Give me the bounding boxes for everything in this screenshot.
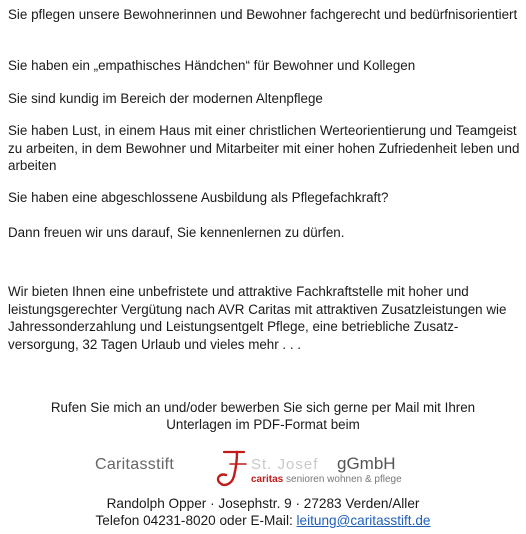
phone-text: Telefon 04231-8020 oder E-Mail: <box>95 513 297 528</box>
logo-saint-text: St. Josef <box>251 456 319 473</box>
contact-address: Randolph Opper · Josephstr. 9 · 27283 Verden/Aller <box>106 496 420 511</box>
logo-mark-icon <box>210 446 254 490</box>
logo-left-text: Caritasstift <box>95 456 175 473</box>
closing-line: Dann freuen wir uns darauf, Sie kennenlernen zu dürfen. <box>8 225 345 240</box>
logo-subtitle: caritas senioren wohnen & pflege <box>251 474 402 485</box>
requirement-5: Sie haben eine abgeschlossene Ausbildung als Pflegefachkraft? <box>8 190 389 205</box>
offer-paragraph: Wir bieten Ihnen eine unbefristete und attraktive Fachkraftstelle mit hoher und leistungsgerechter Vergütung nach AVR Caritas mit attraktiven Zusatzleistungen wie Jahressonderzahlung und Leistungsentgelt Pflege, eine betriebliche Zusatz-versorgung, 32 Tagen Urlaub und vieles mehr . . . <box>8 284 507 352</box>
cta-line-1: Rufen Sie mich an und/oder bewerben Sie sich gerne per Mail mit Ihren <box>50 400 476 415</box>
caritas-logo <box>0 446 526 490</box>
requirement-4: Sie haben Lust, in einem Haus mit einer christlichen Werteorientierung und Teamgeist zu arbeiten, in dem Bewohner und Mitarbeiter mit einer hohen Zufriedenheit leben und arbeiten <box>8 123 520 173</box>
email-link[interactable]: leitung@caritasstift.de <box>296 513 431 528</box>
requirement-3: Sie sind kundig im Bereich der modernen Altenpflege <box>8 91 323 106</box>
requirement-2: Sie haben ein „empathisches Händchen“ für Bewohner und Kollegen <box>8 58 416 73</box>
cta-line-2: Unterlagen im PDF-Format beim <box>166 417 360 432</box>
logo-right-text: gGmbH <box>337 454 396 473</box>
requirement-1: Sie pflegen unsere Bewohnerinnen und Bewohner fachgerecht und bedürfnisorientiert <box>8 7 518 22</box>
contact-phone-mail <box>0 512 526 530</box>
